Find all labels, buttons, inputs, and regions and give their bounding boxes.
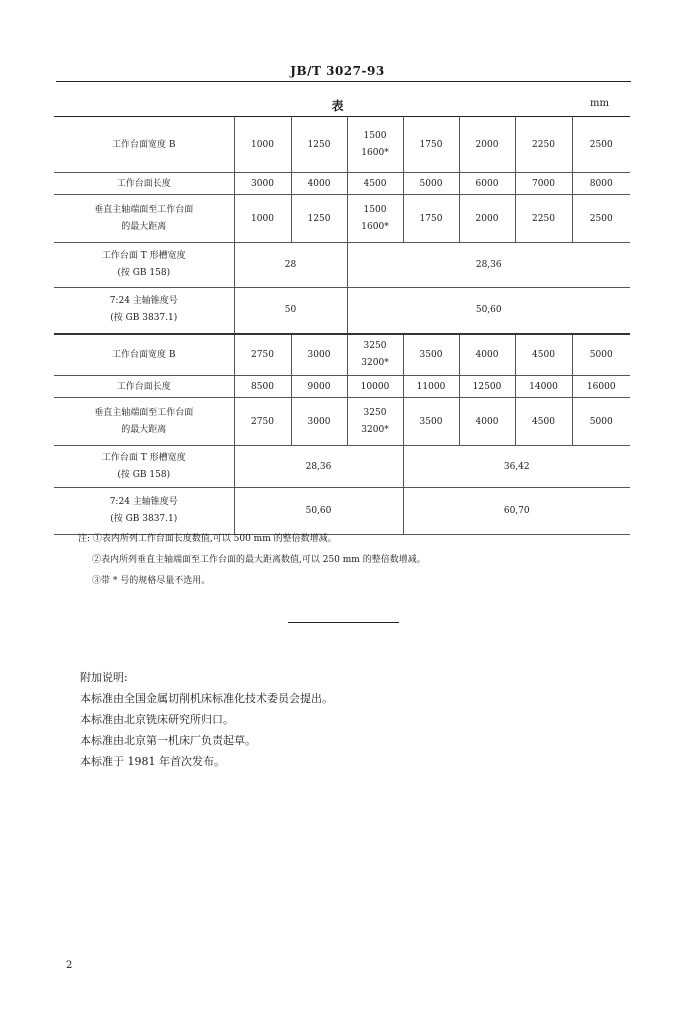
table-cell: 1000 bbox=[234, 117, 291, 173]
table-row bbox=[54, 195, 630, 243]
table-row bbox=[54, 288, 630, 334]
table-cell: 7000 bbox=[515, 173, 572, 195]
table-unit: mm bbox=[590, 98, 609, 109]
table-cell: 4500 bbox=[515, 398, 572, 446]
addendum-line: 本标准由北京铣床研究所归口。 bbox=[80, 713, 234, 726]
table-cell: 3000 bbox=[291, 398, 347, 446]
row-label-line: 7:24 主轴锥度号 bbox=[109, 497, 178, 507]
table-cell bbox=[347, 195, 403, 243]
table-row bbox=[54, 117, 630, 173]
row-label-length: 工作台面长度 bbox=[54, 376, 234, 398]
table-cell: 1250 bbox=[291, 195, 347, 243]
table-cell-value: 1500 bbox=[363, 130, 387, 141]
table-cell: 2500 bbox=[572, 117, 630, 173]
table-cell-value: 1600* bbox=[361, 221, 389, 232]
table-cell: 50,60 bbox=[234, 488, 403, 535]
table-cell: 2750 bbox=[234, 398, 291, 446]
standard-number: JB/T 3027-93 bbox=[290, 64, 385, 78]
row-label-taper bbox=[54, 288, 234, 334]
table-cell: 1000 bbox=[234, 195, 291, 243]
table-cell: 8000 bbox=[572, 173, 630, 195]
table-cell bbox=[347, 334, 403, 376]
row-label-line: 的最大距离 bbox=[121, 424, 167, 435]
table-cell: 11000 bbox=[403, 376, 459, 398]
addendum-heading: 附加说明: bbox=[80, 671, 128, 684]
table-cell: 4500 bbox=[347, 173, 403, 195]
table-notes bbox=[78, 529, 426, 592]
row-label-line: 工作台面 T 形槽宽度 bbox=[101, 452, 186, 463]
table-cell: 5000 bbox=[403, 173, 459, 195]
table-cell-value: 3200* bbox=[361, 357, 389, 368]
table-cell: 28,36 bbox=[234, 446, 403, 488]
table-cell: 8500 bbox=[234, 376, 291, 398]
addendum-line: 本标准由全国金属切削机床标准化技术委员会提出。 bbox=[80, 692, 333, 705]
table-cell: 16000 bbox=[572, 376, 630, 398]
addendum bbox=[80, 667, 333, 772]
addendum-line: 本标准于 1981 年首次发布。 bbox=[80, 755, 225, 768]
table-cell-value: 3250 bbox=[363, 340, 387, 351]
row-label-line: (按 GB 3837.1) bbox=[110, 313, 178, 324]
table-cell: 4000 bbox=[459, 398, 515, 446]
table-cell bbox=[347, 117, 403, 173]
row-label-distance bbox=[54, 195, 234, 243]
table-cell: 9000 bbox=[291, 376, 347, 398]
row-label-line: 7:24 主轴锥度号 bbox=[109, 296, 178, 307]
table-cell: 3000 bbox=[234, 173, 291, 195]
table-row bbox=[54, 334, 630, 376]
table-row bbox=[54, 376, 630, 398]
row-label-line: 工作台面 T 形槽宽度 bbox=[101, 251, 186, 261]
table-cell: 50 bbox=[234, 288, 347, 334]
table-cell bbox=[347, 398, 403, 446]
table-cell: 4000 bbox=[291, 173, 347, 195]
row-label-line: 的最大距离 bbox=[121, 221, 167, 232]
table-cell-value: 1500 bbox=[363, 204, 387, 215]
table-cell-value: 3250 bbox=[363, 407, 387, 418]
table-cell: 14000 bbox=[515, 376, 572, 398]
table-cell: 3500 bbox=[403, 334, 459, 376]
table-cell: 2000 bbox=[459, 117, 515, 173]
row-label-line: 垂直主轴端面至工作台面 bbox=[94, 407, 194, 418]
table-row bbox=[54, 446, 630, 488]
table-cell: 2000 bbox=[459, 195, 515, 243]
table-cell: 2750 bbox=[234, 334, 291, 376]
row-label-tslot bbox=[54, 243, 234, 288]
table-cell: 5000 bbox=[572, 398, 630, 446]
spec-table bbox=[54, 116, 630, 535]
header-rule bbox=[56, 81, 631, 82]
table-cell: 3000 bbox=[291, 334, 347, 376]
row-label-tslot bbox=[54, 446, 234, 488]
table-row bbox=[54, 173, 630, 195]
table-cell: 2250 bbox=[515, 195, 572, 243]
table-cell: 4000 bbox=[459, 334, 515, 376]
note-line: 注: ①表内所列工作台面长度数值,可以 500 mm 的整倍数增减。 bbox=[78, 534, 337, 544]
table-cell: 10000 bbox=[347, 376, 403, 398]
table-cell: 6000 bbox=[459, 173, 515, 195]
table-cell: 50,60 bbox=[347, 288, 630, 334]
row-label-line: (按 GB 158) bbox=[117, 469, 171, 480]
addendum-line: 本标准由北京第一机床厂负责起草。 bbox=[80, 734, 256, 747]
table-title: 表 bbox=[331, 99, 344, 113]
table-cell: 28,36 bbox=[347, 243, 630, 288]
row-label-line: (按 GB 3837.1) bbox=[110, 514, 178, 524]
table-row bbox=[54, 488, 630, 535]
table-cell: 2250 bbox=[515, 117, 572, 173]
note-line: ③带 * 号的规格尽量不选用。 bbox=[92, 576, 211, 586]
table-cell: 1250 bbox=[291, 117, 347, 173]
table-row bbox=[54, 243, 630, 288]
row-label-width: 工作台面宽度 B bbox=[54, 334, 234, 376]
note-line: ②表内所列垂直主轴端面至工作台面的最大距离数值,可以 250 mm 的整倍数增减。 bbox=[92, 555, 426, 565]
row-label-distance bbox=[54, 398, 234, 446]
table-cell: 60,70 bbox=[403, 488, 630, 535]
table-cell: 36,42 bbox=[403, 446, 630, 488]
table-cell: 2500 bbox=[572, 195, 630, 243]
section-divider bbox=[288, 622, 399, 623]
table-cell: 5000 bbox=[572, 334, 630, 376]
table-cell: 1750 bbox=[403, 195, 459, 243]
table-cell: 4500 bbox=[515, 334, 572, 376]
row-label-length: 工作台面长度 bbox=[54, 173, 234, 195]
table-cell: 1750 bbox=[403, 117, 459, 173]
table-cell: 12500 bbox=[459, 376, 515, 398]
row-label-taper bbox=[54, 488, 234, 535]
table-cell-value: 1600* bbox=[361, 147, 389, 158]
table-cell-value: 3200* bbox=[361, 424, 389, 435]
row-label-width: 工作台面宽度 B bbox=[54, 117, 234, 173]
page-number: 2 bbox=[66, 960, 73, 971]
row-label-line: (按 GB 158) bbox=[117, 268, 171, 278]
table-cell: 3500 bbox=[403, 398, 459, 446]
row-label-line: 垂直主轴端面至工作台面 bbox=[94, 204, 194, 215]
table-cell: 28 bbox=[234, 243, 347, 288]
table-row bbox=[54, 398, 630, 446]
